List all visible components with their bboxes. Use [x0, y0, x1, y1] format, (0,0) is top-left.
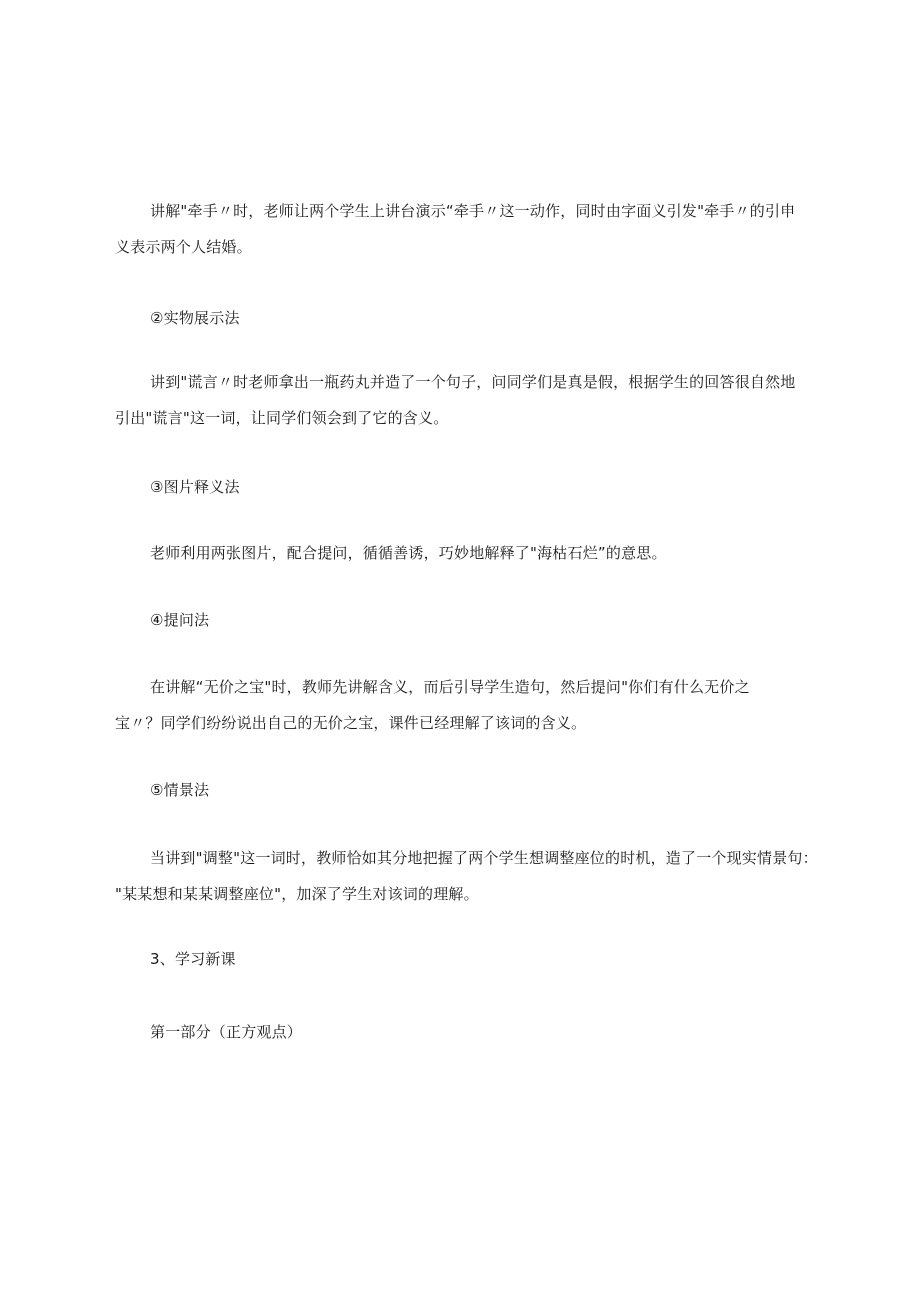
paragraph-qianshou-line-2: 义表示两个人结婚。	[115, 238, 252, 256]
paragraph-huangyan-line-1: 讲到"谎言〃时老师拿出一瓶药丸并造了一个句子，问同学们是真是假，根据学生的回答很自然地	[150, 373, 796, 391]
heading-shiwu-zhanshi: ②实物展示法	[150, 309, 240, 327]
paragraph-wujiazhibao-line-2: 宝〃？同学们纷纷说出自己的无价之宝，课件已经理解了该词的含义。	[115, 714, 587, 732]
paragraph-tiaozheng-line-1: 当讲到"调整"这一词时，教师恰如其分地把握了两个学生想调整座位的时机，造了一个现实情景句：	[150, 849, 818, 867]
heading-tiwen: ④提问法	[150, 611, 210, 629]
paragraph-wujiazhibao-line-1: 在讲解“无价之宝"时，教师先讲解含义，而后引导学生造句，然后提问"你们有什么无价之	[150, 678, 750, 696]
heading-tupian-shiyi: ③图片释义法	[150, 478, 240, 496]
heading-xuexi-xinke: 3、学习新课	[150, 950, 236, 968]
paragraph-haikushilan: 老师利用两张图片，配合提问，循循善诱，巧妙地解释了"海枯石烂”的意思。	[150, 544, 667, 562]
paragraph-tiaozheng-line-2: "某某想和某某调整座位"，加深了学生对该词的理解。	[115, 885, 479, 903]
heading-qingjing: ⑤情景法	[150, 781, 210, 799]
paragraph-huangyan-line-2: 引出"谎言"这一词，让同学们领会到了它的含义。	[115, 409, 449, 427]
paragraph-qianshou-line-1: 讲解"牵手〃时，老师让两个学生上讲台演示“牵手〃这一动作，同时由字面义引发"牵手〃的引申	[150, 202, 796, 220]
heading-di-yi-bufen: 第一部分（正方观点）	[150, 1023, 303, 1041]
